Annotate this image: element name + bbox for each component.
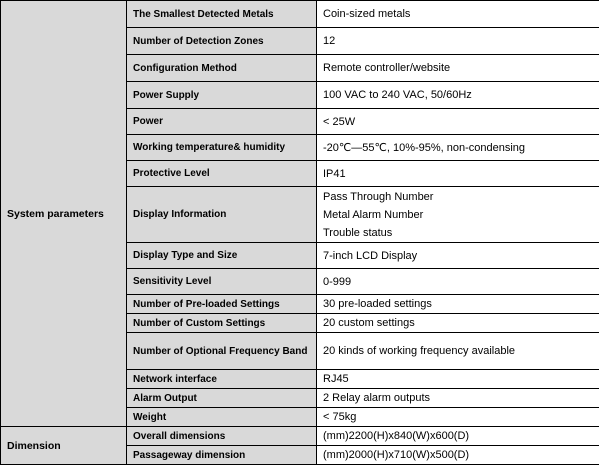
param-label: Sensitivity Level [127,269,317,295]
group-dimension: Dimension [1,427,127,465]
param-value: Remote controller/website [317,55,599,82]
param-label: Network interface [127,370,317,389]
param-value: 100 VAC to 240 VAC, 50/60Hz [317,82,599,109]
table-row [1,1,599,28]
param-value: 12 [317,28,599,55]
param-label: Configuration Method [127,55,317,82]
param-value: 30 pre-loaded settings [317,295,599,314]
param-value: RJ45 [317,370,599,389]
param-value: -20℃—55℃, 10%-95%, non-condensing [317,135,599,161]
param-value: (mm)2200(H)x840(W)x600(D) [317,427,599,446]
param-value-line: Trouble status [323,224,593,242]
param-value: < 25W [317,109,599,135]
param-value-line: Metal Alarm Number [323,206,593,224]
param-value: 2 Relay alarm outputs [317,389,599,408]
param-label: Passageway dimension [127,446,317,465]
param-label: Display Information [127,187,317,243]
param-label: Power [127,109,317,135]
param-value: < 75kg [317,408,599,427]
param-value-line: Pass Through Number [323,188,593,206]
param-value: 7-inch LCD Display [317,243,599,269]
param-value-list [317,187,599,243]
param-label: Number of Optional Frequency Band [127,333,317,370]
param-value: (mm)2000(H)x710(W)x500(D) [317,446,599,465]
param-label: Number of Custom Settings [127,314,317,333]
param-label: Number of Detection Zones [127,28,317,55]
param-label: Number of Pre-loaded Settings [127,295,317,314]
param-value: Coin-sized metals [317,1,599,28]
param-label: The Smallest Detected Metals [127,1,317,28]
param-label: Alarm Output [127,389,317,408]
group-system-parameters: System parameters [1,1,127,427]
param-label: Overall dimensions [127,427,317,446]
param-label: Protective Level [127,161,317,187]
param-label: Weight [127,408,317,427]
param-value: 20 custom settings [317,314,599,333]
param-value: 20 kinds of working frequency available [317,333,599,370]
param-label: Power Supply [127,82,317,109]
param-label: Display Type and Size [127,243,317,269]
table-row [1,427,599,446]
param-label: Working temperature& humidity [127,135,317,161]
param-value: IP41 [317,161,599,187]
param-value: 0-999 [317,269,599,295]
